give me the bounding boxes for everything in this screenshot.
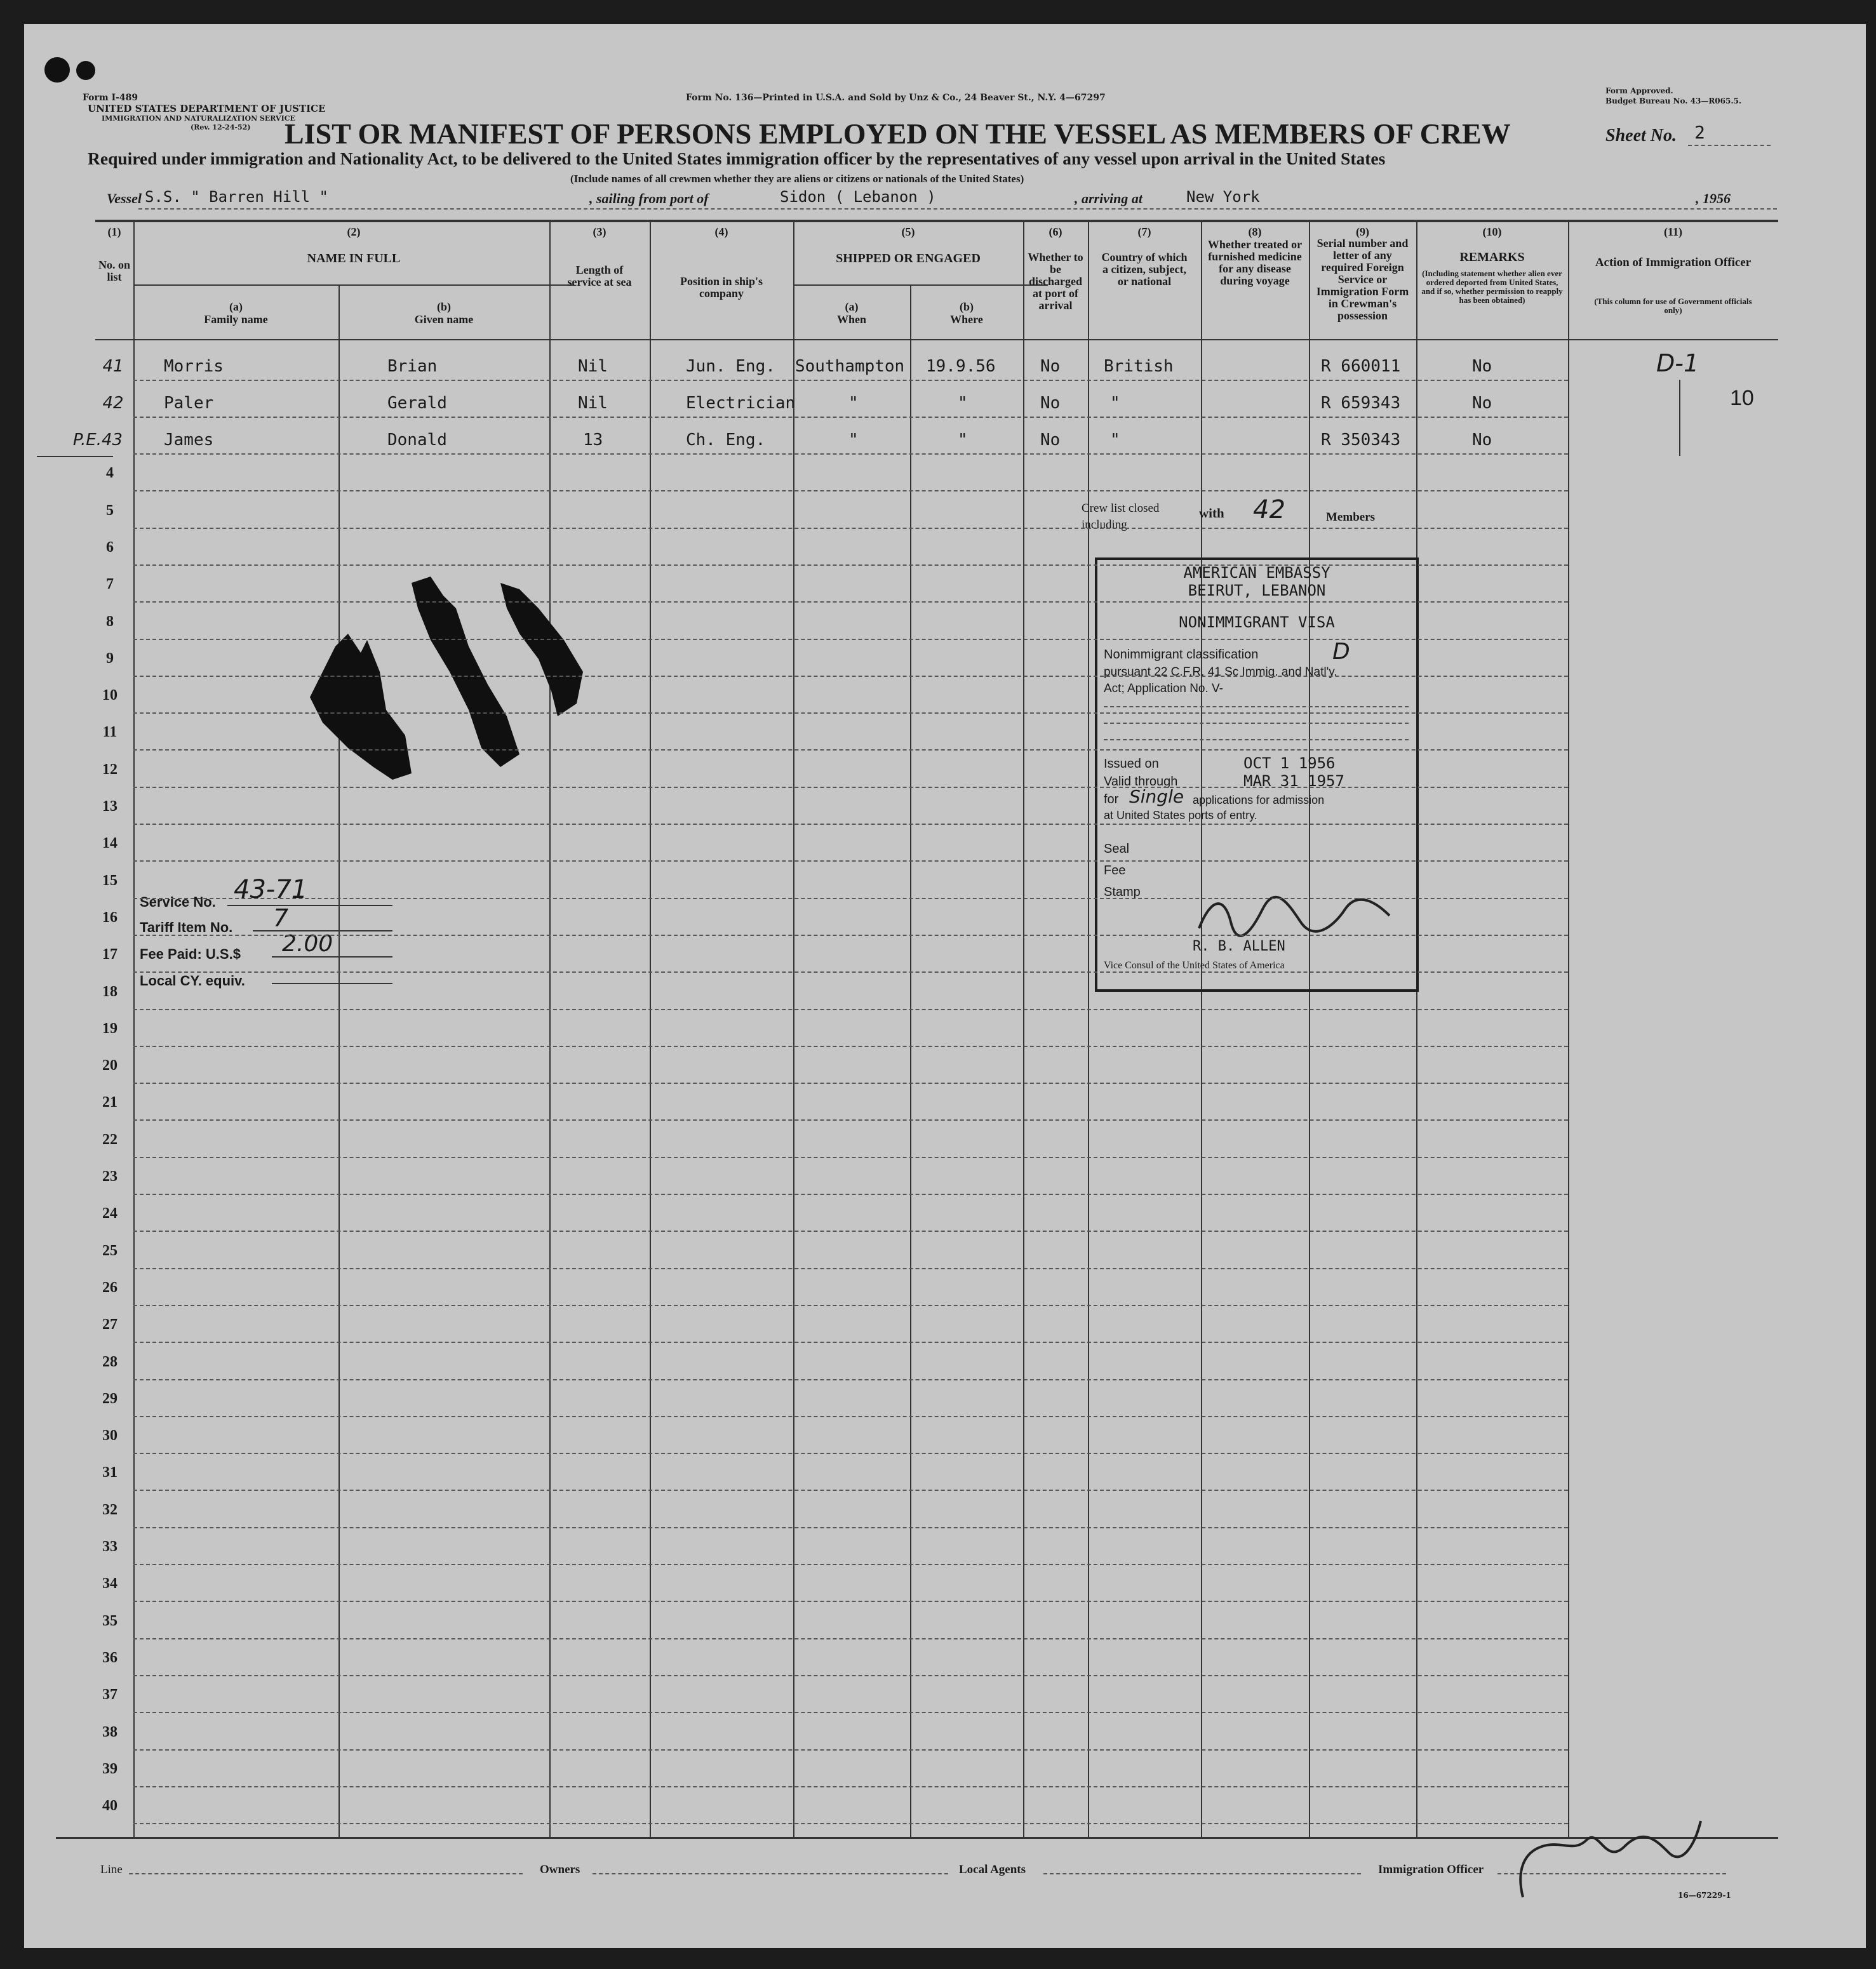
col1-label: No. on list — [98, 258, 130, 283]
crew-shipped-where: Southampton — [795, 357, 905, 376]
row-number: 39 — [102, 1760, 117, 1777]
row-number: 40 — [102, 1798, 117, 1815]
row-line — [133, 1305, 1568, 1306]
stamp-classification-value: D — [1332, 639, 1350, 665]
crew-remarks: No — [1472, 431, 1492, 450]
form-title: LIST OR MANIFEST OF PERSONS EMPLOYED ON THE VESSEL AS MEMBERS OF CREW — [285, 117, 1511, 150]
col5b-label: Where — [950, 313, 983, 326]
row-line — [133, 1823, 1568, 1824]
col2-label: NAME IN FULL — [307, 251, 401, 265]
crew-position: Ch. Eng. — [686, 431, 766, 450]
col3-number: (3) — [593, 225, 606, 238]
row-number: 38 — [102, 1723, 117, 1740]
row-line — [133, 1342, 1568, 1343]
crew-closed-with: with — [1199, 505, 1224, 521]
crew-line-number: 41 — [102, 357, 124, 376]
row-line — [133, 1157, 1568, 1158]
arriving-port: New York — [1186, 188, 1260, 206]
crew-serial: R 659343 — [1321, 394, 1401, 413]
stamp-for-label: for — [1104, 792, 1119, 806]
row-line — [133, 1564, 1568, 1565]
row-number: 29 — [102, 1390, 117, 1407]
crew-remarks: No — [1472, 357, 1492, 376]
col5-label: SHIPPED OR ENGAGED — [836, 251, 981, 265]
crew-family-name: James — [164, 431, 214, 450]
crew-country: " — [1110, 431, 1120, 450]
punch-hole — [44, 57, 70, 83]
crew-shipped-when: 19.9.56 — [926, 357, 996, 376]
row-line — [133, 1231, 1568, 1232]
stamp-embassy: AMERICAN EMBASSY — [1183, 564, 1330, 582]
manifest-sheet — [24, 24, 1866, 1948]
row-line — [133, 1675, 1568, 1676]
col2a-label: Family name — [204, 313, 268, 326]
redaction-seal — [297, 570, 602, 850]
row-number: 23 — [102, 1168, 117, 1185]
row-line — [133, 935, 1568, 936]
vessel-label: Vessel — [107, 190, 142, 206]
row-line — [133, 1490, 1568, 1491]
row-number: 5 — [106, 502, 114, 519]
crew-service: Nil — [578, 394, 608, 413]
footer-owners-label: Owners — [540, 1863, 580, 1876]
approved-label: Form Approved. — [1605, 86, 1673, 95]
row-number: 16 — [102, 909, 117, 926]
row-line — [133, 490, 1568, 491]
crew-line-number: 42 — [102, 394, 124, 413]
crew-service: Nil — [578, 357, 608, 376]
crew-shipped-where: " — [848, 431, 859, 450]
col11-label: Action of Immigration Officer — [1595, 256, 1752, 269]
col10-number: (10) — [1482, 225, 1502, 238]
row-line — [133, 1601, 1568, 1602]
row-line — [133, 787, 1568, 788]
stamp-classification-label: Nonimmigrant classification — [1104, 648, 1259, 662]
vessel-name: S.S. " Barren Hill " — [145, 188, 328, 206]
crew-shipped-when: " — [958, 394, 968, 413]
row-line — [133, 1194, 1568, 1195]
stamp-signer: R. B. ALLEN — [1193, 938, 1285, 954]
row-line — [133, 1268, 1568, 1269]
col4-number: (4) — [714, 225, 728, 238]
col9-number: (9) — [1356, 225, 1369, 238]
col2b-number: (b) — [437, 300, 451, 313]
row-line — [133, 1453, 1568, 1454]
crew-line-number: P.E.43 — [72, 431, 123, 450]
stamp-issued-date: OCT 1 1956 — [1243, 754, 1336, 772]
crew-closed-count: 42 — [1253, 495, 1285, 524]
row-number: 12 — [102, 761, 117, 778]
crew-country: British — [1104, 357, 1174, 376]
footer-code: 16—67229-1 — [1678, 1891, 1731, 1900]
crew-country: " — [1110, 394, 1120, 413]
row-number: 15 — [102, 872, 117, 889]
tariff-label: Tariff Item No. — [140, 919, 233, 935]
row-number: 28 — [102, 1353, 117, 1370]
col5a-number: (a) — [845, 300, 859, 313]
crew-serial: R 660011 — [1321, 357, 1401, 376]
local-cy-label: Local CY. equiv. — [140, 973, 245, 989]
row-line — [133, 971, 1568, 973]
service-no-value: 43-71 — [234, 875, 308, 904]
department-label: UNITED STATES DEPARTMENT OF JUSTICE — [88, 103, 326, 114]
crew-given-name: Gerald — [387, 394, 447, 413]
crew-position: Jun. Eng. — [686, 357, 775, 376]
crew-given-name: Brian — [387, 357, 438, 376]
footer-officer-label: Immigration Officer — [1378, 1863, 1484, 1876]
col6-label: Whether to be discharged at port of arrival — [1028, 251, 1083, 312]
row-number: 31 — [102, 1464, 117, 1481]
row-line — [133, 1119, 1568, 1121]
row-line — [133, 1009, 1568, 1010]
row-number: 19 — [102, 1020, 117, 1037]
arriving-label: , arriving at — [1075, 190, 1142, 206]
col9-label: Serial number and letter of any required Foreign Service or Immigration Form in Crewman's possession — [1316, 237, 1409, 322]
row-line — [133, 1527, 1568, 1528]
col4-label: Position in ship's company — [680, 275, 763, 300]
row-number: 37 — [102, 1686, 117, 1704]
crew-serial: R 350343 — [1321, 431, 1401, 450]
footer-agents-label: Local Agents — [959, 1863, 1026, 1876]
fee-paid-value: 2.00 — [282, 931, 333, 957]
stamp-city: BEIRUT, LEBANON — [1188, 582, 1326, 599]
row-number: 25 — [102, 1242, 117, 1259]
revision-label: (Rev. 12-24-52) — [191, 123, 251, 131]
footer-line-label: Line — [100, 1863, 123, 1876]
stamp-act: Act; Application No. V- — [1104, 682, 1223, 695]
sheet-label: Sheet No. — [1605, 126, 1677, 145]
row-line — [133, 1712, 1568, 1713]
printer-line: Form No. 136—Printed in U.S.A. and Sold by Unz & Co., 24 Beaver St., N.Y. 4—67297 — [686, 93, 1106, 103]
col6-number: (6) — [1049, 225, 1062, 238]
row-number: 14 — [102, 835, 117, 852]
row-line — [133, 749, 1568, 751]
crew-closed-members: Members — [1326, 511, 1376, 524]
row-number: 30 — [102, 1427, 117, 1445]
stamp-signer-title: Vice Consul of the United States of America — [1104, 960, 1285, 971]
row-number: 24 — [102, 1205, 117, 1222]
tariff-value: 7 — [273, 904, 289, 932]
row-number: 9 — [106, 650, 114, 667]
col11-sub: (This column for use of Government officials only) — [1594, 297, 1752, 315]
stamp-applications: applications for admission — [1193, 794, 1325, 806]
service-label: IMMIGRATION AND NATURALIZATION SERVICE — [102, 114, 295, 123]
row-line — [133, 528, 1568, 529]
stamp-visa-type: NONIMMIGRANT VISA — [1179, 613, 1335, 631]
sailing-label: , sailing from port of — [589, 190, 709, 206]
row-line — [133, 564, 1568, 566]
stamp-pursuant: pursuant 22 C.F.R. 41 Sc Immig. and Natl'y. — [1104, 665, 1337, 679]
row-line — [133, 601, 1568, 603]
col1-number: (1) — [107, 225, 121, 238]
col7-label: Country of which a citizen, subject, or national — [1101, 251, 1188, 288]
col5b-number: (b) — [960, 300, 974, 313]
stamp-stamp-label: Stamp — [1104, 885, 1141, 899]
row-line — [133, 824, 1568, 825]
form-note: (Include names of all crewmen whether they are aliens or citizens or nationals of the United States) — [570, 173, 1024, 185]
col2-number: (2) — [347, 225, 361, 238]
col2a-number: (a) — [229, 300, 243, 313]
row-line — [133, 1749, 1568, 1751]
row-number: 21 — [102, 1094, 117, 1111]
row-number: 8 — [106, 613, 114, 630]
row-line — [133, 1638, 1568, 1639]
crew-family-name: Morris — [164, 357, 224, 376]
crew-discharged: No — [1040, 357, 1061, 376]
row-line — [133, 1046, 1568, 1047]
col8-number: (8) — [1248, 225, 1262, 238]
row-number: 33 — [102, 1538, 117, 1555]
visa-stamp — [1095, 557, 1419, 992]
row-number: 20 — [102, 1057, 117, 1074]
row-number: 11 — [102, 724, 117, 741]
officer-count: 10 — [1730, 386, 1754, 410]
crew-family-name: Paler — [164, 394, 214, 413]
row-line — [133, 1083, 1568, 1084]
crew-closed-including: including — [1082, 518, 1127, 531]
form-number: Form I-489 — [83, 93, 138, 103]
col2b-label: Given name — [414, 313, 474, 326]
crew-remarks: No — [1472, 394, 1492, 413]
crew-closed-label: Crew list closed — [1082, 502, 1160, 515]
crew-service: 13 — [583, 431, 603, 450]
row-number: 22 — [102, 1131, 117, 1148]
crew-shipped-when: " — [958, 431, 968, 450]
stamp-fee-label: Fee — [1104, 864, 1126, 878]
crew-position: Electrician — [686, 394, 796, 413]
row-number: 32 — [102, 1501, 117, 1518]
col5a-label: When — [836, 313, 866, 326]
year-label: , 1956 — [1696, 190, 1731, 206]
row-line — [133, 639, 1568, 640]
stamp-for-value: Single — [1129, 786, 1184, 807]
row-number: 35 — [102, 1612, 117, 1629]
form-subtitle: Required under immigration and Nationality Act, to be delivered to the United States immigration officer by the representatives of any vessel upon arrival in the United States — [88, 149, 1386, 168]
row-number: 18 — [102, 983, 117, 1000]
crew-shipped-where: " — [848, 394, 859, 413]
col5-number: (5) — [901, 225, 915, 238]
crew-given-name: Donald — [387, 431, 447, 450]
sailing-port: Sidon ( Lebanon ) — [780, 188, 936, 206]
col10-sub: (Including statement whether alien ever ordered deported from United States, and if so, whether permission to reapply has been obtained) — [1421, 269, 1563, 305]
col7-number: (7) — [1137, 225, 1151, 238]
row-number: 27 — [102, 1316, 117, 1333]
officer-code: D-1 — [1656, 349, 1699, 377]
col8-label: Whether treated or furnished medicine for any disease during voyage — [1207, 238, 1303, 287]
col11-number: (11) — [1664, 225, 1682, 238]
row-line — [133, 1416, 1568, 1417]
row-number: 34 — [102, 1575, 117, 1592]
stamp-seal-label: Seal — [1104, 842, 1130, 856]
row-line — [133, 898, 1568, 899]
budget-label: Budget Bureau No. 43—R065.5. — [1605, 97, 1742, 105]
crew-discharged: No — [1040, 431, 1061, 450]
fee-paid-label: Fee Paid: U.S.$ — [140, 946, 241, 962]
col3-label: Length of service at sea — [567, 264, 632, 288]
stamp-valid-label: Valid through — [1104, 775, 1178, 789]
officer-bracket — [1679, 380, 1680, 456]
punch-hole — [76, 61, 95, 80]
row-number: 17 — [102, 946, 117, 963]
row-line — [133, 860, 1568, 862]
crew-discharged: No — [1040, 394, 1061, 413]
row-number: 26 — [102, 1279, 117, 1296]
row-number: 7 — [106, 576, 114, 593]
row-line — [133, 676, 1568, 677]
service-no-label: Service No. — [140, 894, 216, 910]
stamp-valid-date: MAR 31 1957 — [1243, 772, 1344, 790]
row-number: 6 — [106, 538, 114, 556]
col10-label: REMARKS — [1459, 250, 1525, 264]
row-number: 10 — [102, 687, 117, 704]
row-line — [133, 712, 1568, 714]
sheet-number: 2 — [1694, 122, 1705, 143]
row-number: 36 — [102, 1649, 117, 1666]
row-line — [133, 1786, 1568, 1787]
stamp-ports: at United States ports of entry. — [1104, 809, 1257, 822]
row-number: 4 — [106, 465, 114, 482]
stamp-issued-label: Issued on — [1104, 757, 1159, 771]
row-number: 13 — [102, 798, 117, 815]
row-line — [133, 1379, 1568, 1380]
